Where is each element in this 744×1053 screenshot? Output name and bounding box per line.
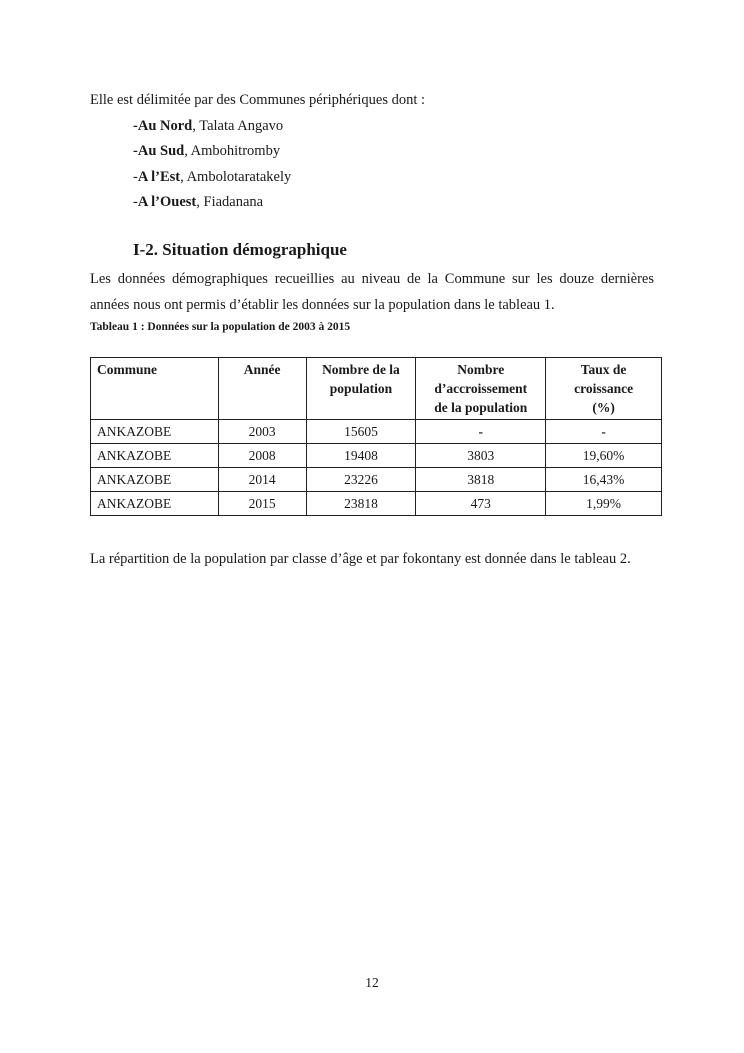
paragraph-line-2: années nous ont permis d’établir les données sur la population dans le tableau 1. — [90, 297, 555, 313]
cell-accroissement: 3818 — [416, 468, 546, 492]
cell-population: 19408 — [306, 444, 416, 468]
paragraph-line-1: Les données démographiques recueillies au niveau de la Commune sur les douze dernières — [90, 271, 654, 287]
border-west: -A l’Ouest, Fiadanana — [133, 194, 264, 210]
border-east: -A l’Est, Ambolotaratakely — [133, 169, 292, 185]
cell-taux: 16,43% — [546, 468, 662, 492]
table-caption: Tableau 1 : Données sur la population de 2003 à 2015 — [90, 321, 351, 333]
cell-annee: 2015 — [218, 492, 306, 516]
header-annee: Année — [218, 358, 306, 420]
cell-accroissement: 3803 — [416, 444, 546, 468]
cell-commune: ANKAZOBE — [91, 420, 219, 444]
table-row — [91, 420, 662, 444]
cell-taux: - — [546, 420, 662, 444]
cell-annee: 2003 — [218, 420, 306, 444]
header-population: Nombre de la population — [306, 358, 416, 420]
table-row — [91, 444, 662, 468]
border-south: -Au Sud, Ambohitromby — [133, 143, 281, 159]
closing-text: La répartition de la population par classe d’âge et par fokontany est donnée dans le tableau 2. — [90, 551, 631, 567]
section-heading: I-2. Situation démographique — [133, 240, 347, 259]
population-table — [90, 357, 662, 516]
cell-taux: 19,60% — [546, 444, 662, 468]
cell-taux: 1,99% — [546, 492, 662, 516]
table-row — [91, 468, 662, 492]
header-taux: Taux de croissance (%) — [546, 358, 662, 420]
cell-population: 23226 — [306, 468, 416, 492]
header-accroissement: Nombre d’accroissement de la population — [416, 358, 546, 420]
table-row — [91, 492, 662, 516]
cell-accroissement: 473 — [416, 492, 546, 516]
cell-commune: ANKAZOBE — [91, 444, 219, 468]
cell-commune: ANKAZOBE — [91, 492, 219, 516]
border-north: -Au Nord, Talata Angavo — [133, 118, 284, 134]
page-number: 12 — [365, 975, 379, 990]
cell-commune: ANKAZOBE — [91, 468, 219, 492]
cell-population: 15605 — [306, 420, 416, 444]
cell-annee: 2008 — [218, 444, 306, 468]
intro-text: Elle est délimitée par des Communes périphériques dont : — [90, 92, 426, 108]
cell-accroissement: - — [416, 420, 546, 444]
cell-population: 23818 — [306, 492, 416, 516]
table-header-row — [91, 358, 662, 420]
cell-annee: 2014 — [218, 468, 306, 492]
header-commune: Commune — [91, 358, 219, 420]
